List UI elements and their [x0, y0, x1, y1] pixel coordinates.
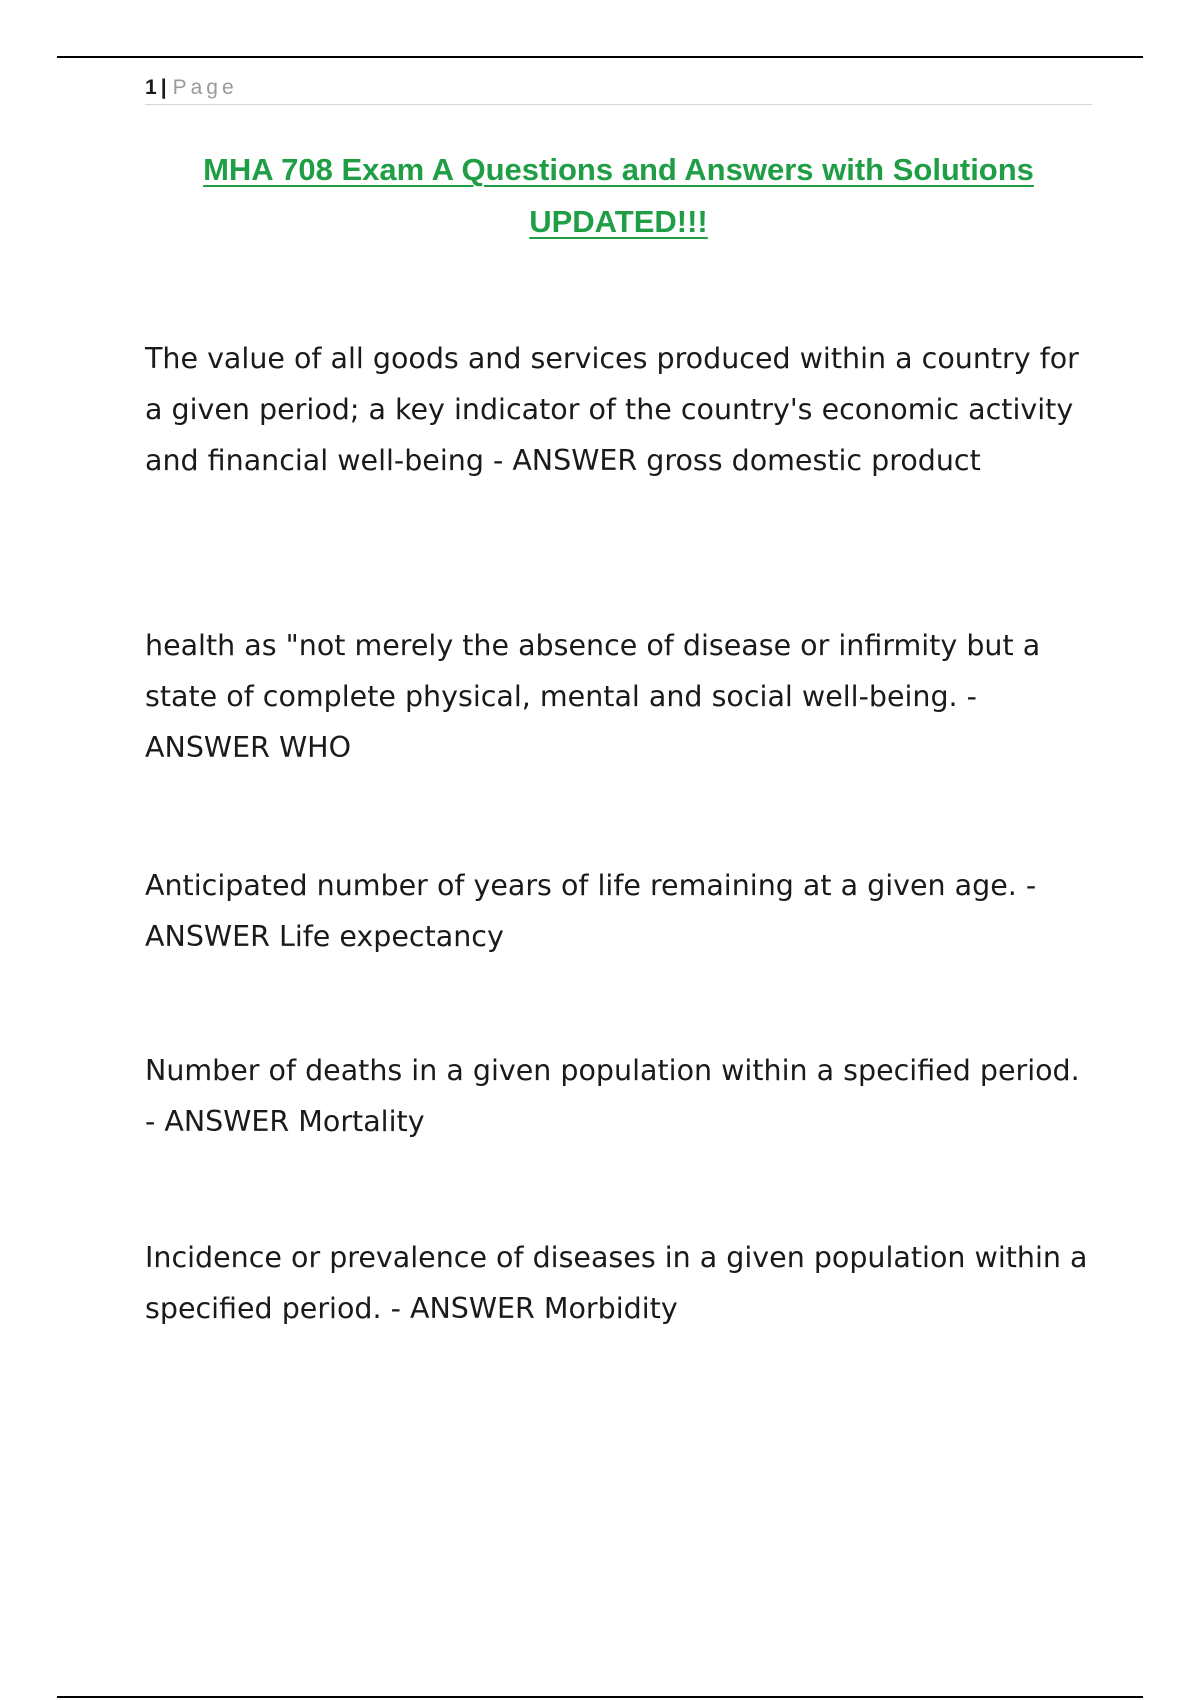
page-separator: | [160, 76, 167, 99]
qa-item: health as "not merely the absence of disease or infirmity but a state of complete physical, mental and social well-being. - ANSWER WHO [145, 629, 1041, 764]
document-title [145, 144, 1092, 248]
qa-item: Anticipated number of years of life remaining at a given age. - ANSWER Life expectancy [145, 869, 1037, 953]
page-number: 1 [145, 76, 157, 99]
qa-item: The value of all goods and services produced within a country for a given period; a key indicator of the country's economic activity and financial well-being - ANSWER gross domestic product [145, 342, 1079, 477]
page-label: Page [172, 76, 238, 99]
top-rule [57, 56, 1143, 58]
page-header [145, 72, 1092, 105]
qa-item: Number of deaths in a given population within a specified period. - ANSWER Mortality [145, 1054, 1080, 1138]
bottom-rule [57, 1696, 1143, 1698]
qa-item: Incidence or prevalence of diseases in a given population within a specified period. - ANSWER Morbidity [145, 1241, 1088, 1325]
document-title-text: MHA 708 Exam A Questions and Answers with Solutions UPDATED!!! [203, 152, 1034, 239]
